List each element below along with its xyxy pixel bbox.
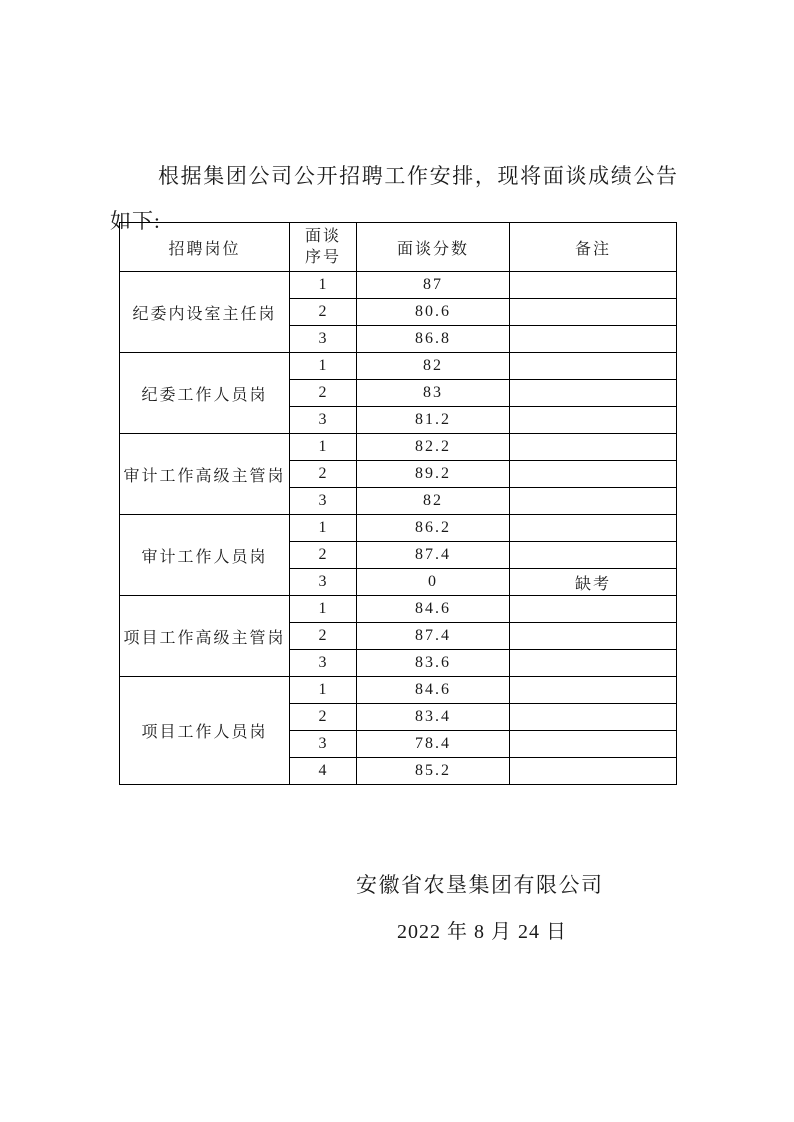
- score-cell: 87: [357, 272, 510, 299]
- sequence-cell: 3: [290, 569, 357, 596]
- position-cell: 纪委内设室主任岗: [120, 272, 290, 353]
- score-cell: 83: [357, 380, 510, 407]
- position-cell: 项目工作高级主管岗: [120, 596, 290, 677]
- remark-cell: [510, 650, 677, 677]
- position-cell: 纪委工作人员岗: [120, 353, 290, 434]
- table-row: [120, 677, 677, 704]
- score-cell: 87.4: [357, 542, 510, 569]
- score-cell: 84.6: [357, 596, 510, 623]
- score-cell: 89.2: [357, 461, 510, 488]
- remark-cell: [510, 515, 677, 542]
- table-row: [120, 434, 677, 461]
- score-cell: 80.6: [357, 299, 510, 326]
- score-cell: 85.2: [357, 758, 510, 785]
- sequence-cell: 1: [290, 353, 357, 380]
- table-row: [120, 272, 677, 299]
- table-row: [120, 515, 677, 542]
- sequence-cell: 1: [290, 596, 357, 623]
- table-row: [120, 353, 677, 380]
- remark-cell: [510, 380, 677, 407]
- header-sequence: [290, 223, 357, 272]
- position-cell: 审计工作高级主管岗: [120, 434, 290, 515]
- remark-cell: [510, 272, 677, 299]
- remark-cell: [510, 299, 677, 326]
- footer-company-name: 安徽省农垦集团有限公司: [356, 873, 604, 897]
- sequence-cell: 2: [290, 461, 357, 488]
- sequence-cell: 2: [290, 299, 357, 326]
- header-remark: 备注: [510, 223, 677, 272]
- score-cell: 78.4: [357, 731, 510, 758]
- remark-cell: [510, 623, 677, 650]
- intro-paragraph: 根据集团公司公开招聘工作安排，现将面谈成绩公告如下:: [110, 164, 678, 233]
- score-table: [119, 222, 677, 785]
- header-position: 招聘岗位: [120, 223, 290, 272]
- sequence-cell: 1: [290, 677, 357, 704]
- position-cell: 审计工作人员岗: [120, 515, 290, 596]
- score-cell: 82: [357, 353, 510, 380]
- remark-cell: 缺考: [510, 569, 677, 596]
- sequence-cell: 3: [290, 650, 357, 677]
- score-cell: 83.6: [357, 650, 510, 677]
- sequence-cell: 2: [290, 623, 357, 650]
- score-cell: 84.6: [357, 677, 510, 704]
- score-cell: 86.8: [357, 326, 510, 353]
- score-cell: 82: [357, 488, 510, 515]
- remark-cell: [510, 677, 677, 704]
- footer-date: 2022 年 8 月 24 日: [397, 921, 567, 943]
- score-cell: 82.2: [357, 434, 510, 461]
- score-cell: 81.2: [357, 407, 510, 434]
- remark-cell: [510, 488, 677, 515]
- sequence-cell: 3: [290, 326, 357, 353]
- remark-cell: [510, 353, 677, 380]
- sequence-cell: 3: [290, 488, 357, 515]
- position-cell: 项目工作人员岗: [120, 677, 290, 785]
- remark-cell: [510, 731, 677, 758]
- sequence-cell: 3: [290, 407, 357, 434]
- table-row: [120, 596, 677, 623]
- remark-cell: [510, 542, 677, 569]
- remark-cell: [510, 407, 677, 434]
- header-score: 面谈分数: [357, 223, 510, 272]
- sequence-cell: 1: [290, 515, 357, 542]
- remark-cell: [510, 326, 677, 353]
- score-cell: 83.4: [357, 704, 510, 731]
- sequence-cell: 2: [290, 704, 357, 731]
- remark-cell: [510, 758, 677, 785]
- remark-cell: [510, 704, 677, 731]
- remark-cell: [510, 434, 677, 461]
- sequence-cell: 1: [290, 434, 357, 461]
- sequence-cell: 1: [290, 272, 357, 299]
- remark-cell: [510, 461, 677, 488]
- sequence-cell: 4: [290, 758, 357, 785]
- sequence-cell: 2: [290, 542, 357, 569]
- score-cell: 87.4: [357, 623, 510, 650]
- remark-cell: [510, 596, 677, 623]
- score-cell: 0: [357, 569, 510, 596]
- sequence-cell: 3: [290, 731, 357, 758]
- score-cell: 86.2: [357, 515, 510, 542]
- table-header-row: [120, 223, 677, 272]
- score-table-body: [120, 272, 677, 785]
- sequence-cell: 2: [290, 380, 357, 407]
- header-sequence-label: 面谈序号: [304, 228, 341, 266]
